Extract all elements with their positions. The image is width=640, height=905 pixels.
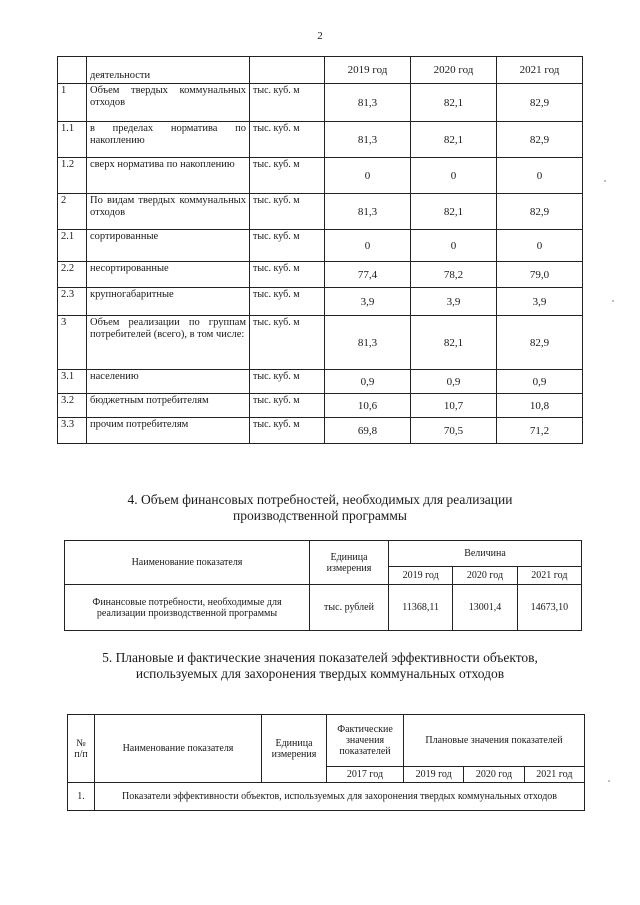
section-4-heading <box>0 492 640 524</box>
row-name-cell: сверх норматива по накоплению <box>87 158 250 194</box>
row-unit-cell: тыс. куб. м <box>250 288 325 316</box>
row-num-cell: 1.1 <box>58 122 87 158</box>
table-row <box>58 230 583 262</box>
value-2020-cell: 82,1 <box>411 84 497 122</box>
value-2019-cell: 0 <box>325 158 411 194</box>
fact-year-header: 2017 год <box>327 767 404 783</box>
table-row <box>58 158 583 194</box>
value-2019-cell: 0 <box>325 230 411 262</box>
table-header-row <box>58 57 583 84</box>
row-name-cell: По видам твердых коммунальных отходов <box>87 194 250 230</box>
row-name-cell: прочим потребителям <box>87 418 250 444</box>
col-value-header: Величина <box>389 541 582 567</box>
value-2020-cell: 82,1 <box>411 194 497 230</box>
value-2020-cell: 3,9 <box>411 288 497 316</box>
table-row <box>58 262 583 288</box>
financial-needs-name: Финансовые потребности, необходимые для реализации производственной программы <box>65 585 310 631</box>
row-1-text: Показатели эффективности объектов, используемых для захоронения твердых коммунальных отходов <box>95 783 585 811</box>
row-name-cell: Объем реализации по группам потребителей (всего), в том числе: <box>87 316 250 370</box>
row-num-cell: 1.2 <box>58 158 87 194</box>
col-plan-header: Плановые значения показателей <box>404 715 585 767</box>
row-num-cell: 2.2 <box>58 262 87 288</box>
header-year-2019: 2019 год <box>325 57 411 84</box>
row-unit-cell: тыс. куб. м <box>250 84 325 122</box>
value-2021-cell: 82,9 <box>497 194 583 230</box>
scan-speck <box>608 780 610 782</box>
value-2020-cell: 0 <box>411 158 497 194</box>
row-num-cell: 3 <box>58 316 87 370</box>
scan-speck <box>604 180 606 182</box>
row-name-cell: Объем твердых коммунальных отходов <box>87 84 250 122</box>
year-2020-header: 2020 год <box>453 567 517 585</box>
value-2021-cell: 0 <box>497 158 583 194</box>
section-5-title-line2: используемых для захоронения твердых коммунальных отходов <box>135 666 505 682</box>
value-2020-cell: 82,1 <box>411 316 497 370</box>
value-2019-cell: 81,3 <box>325 316 411 370</box>
row-unit-cell: тыс. куб. м <box>250 316 325 370</box>
value-2019-cell: 0,9 <box>325 370 411 394</box>
value-2019-cell: 77,4 <box>325 262 411 288</box>
value-2019-cell: 3,9 <box>325 288 411 316</box>
value-2019-cell: 81,3 <box>325 84 411 122</box>
waste-volume-table <box>57 56 583 444</box>
section-5-heading <box>0 650 640 682</box>
value-2019-cell: 81,3 <box>325 122 411 158</box>
value-2021-cell: 3,9 <box>497 288 583 316</box>
value-2021-cell: 10,8 <box>497 394 583 418</box>
row-num-cell: 2 <box>58 194 87 230</box>
value-2020-cell: 70,5 <box>411 418 497 444</box>
value-2020-cell: 0 <box>411 230 497 262</box>
row-name-cell: в пределах норматива по накоплению <box>87 122 250 158</box>
col-name-header: Наименование показателя <box>95 715 262 783</box>
row-name-cell: населению <box>87 370 250 394</box>
section-4-title-line2: производственной программы <box>233 508 407 524</box>
value-2020-cell: 0,9 <box>411 370 497 394</box>
page-number: 2 <box>317 30 323 42</box>
section-5-title-line1: 5. Плановые и фактические значения показателей эффективности объектов, <box>102 650 538 665</box>
col-unit-header: Единица измерения <box>262 715 327 783</box>
value-2019-cell: 69,8 <box>325 418 411 444</box>
col-unit-header: Единица измерения <box>310 541 389 585</box>
table-row <box>58 84 583 122</box>
table-row <box>58 370 583 394</box>
financial-needs-2020: 13001,4 <box>453 585 517 631</box>
row-unit-cell: тыс. куб. м <box>250 394 325 418</box>
row-name-cell: сортированные <box>87 230 250 262</box>
year-2019-header: 2019 год <box>389 567 453 585</box>
row-1-num: 1. <box>68 783 95 811</box>
row-unit-cell: тыс. куб. м <box>250 418 325 444</box>
value-2021-cell: 82,9 <box>497 122 583 158</box>
header-unit-cell <box>250 57 325 84</box>
plan-year-2019: 2019 год <box>404 767 464 783</box>
table-row <box>58 418 583 444</box>
row-num-cell: 3.3 <box>58 418 87 444</box>
year-2021-header: 2021 год <box>517 567 581 585</box>
header-activity-cell: деятельности <box>87 57 250 84</box>
value-2020-cell: 10,7 <box>411 394 497 418</box>
row-unit-cell: тыс. куб. м <box>250 122 325 158</box>
col-fact-header: Фактические значения показателей <box>327 715 404 767</box>
financial-needs-2021: 14673,10 <box>517 585 581 631</box>
row-num-cell: 1 <box>58 84 87 122</box>
value-2021-cell: 71,2 <box>497 418 583 444</box>
row-num-cell: 2.3 <box>58 288 87 316</box>
value-2019-cell: 81,3 <box>325 194 411 230</box>
row-unit-cell: тыс. куб. м <box>250 370 325 394</box>
value-2021-cell: 82,9 <box>497 316 583 370</box>
row-name-cell: несортированные <box>87 262 250 288</box>
header-num-cell <box>58 57 87 84</box>
table-row <box>58 316 583 370</box>
value-2021-cell: 0 <box>497 230 583 262</box>
row-unit-cell: тыс. куб. м <box>250 230 325 262</box>
header-year-2020: 2020 год <box>411 57 497 84</box>
header-year-2021: 2021 год <box>497 57 583 84</box>
row-num-cell: 3.2 <box>58 394 87 418</box>
row-num-cell: 2.1 <box>58 230 87 262</box>
table-row <box>58 394 583 418</box>
row-name-cell: бюджетным потребителям <box>87 394 250 418</box>
value-2020-cell: 82,1 <box>411 122 497 158</box>
row-unit-cell: тыс. куб. м <box>250 262 325 288</box>
section-4-title-line1: 4. Объем финансовых потребностей, необходимых для реализации <box>127 492 513 507</box>
row-num-cell: 3.1 <box>58 370 87 394</box>
value-2020-cell: 78,2 <box>411 262 497 288</box>
financial-needs-2019: 11368,11 <box>389 585 453 631</box>
row-unit-cell: тыс. куб. м <box>250 194 325 230</box>
plan-year-2021: 2021 год <box>524 767 584 783</box>
col-name-header: Наименование показателя <box>65 541 310 585</box>
financial-needs-unit: тыс. рублей <box>310 585 389 631</box>
value-2021-cell: 79,0 <box>497 262 583 288</box>
col-num-header: № п/п <box>68 715 95 783</box>
row-name-cell: крупногабаритные <box>87 288 250 316</box>
table-row <box>58 122 583 158</box>
row-unit-cell: тыс. куб. м <box>250 158 325 194</box>
table-row <box>58 288 583 316</box>
plan-year-2020: 2020 год <box>464 767 524 783</box>
scan-speck <box>612 300 614 302</box>
efficiency-indicators-table <box>67 714 585 811</box>
value-2019-cell: 10,6 <box>325 394 411 418</box>
financial-needs-table <box>64 540 582 631</box>
value-2021-cell: 0,9 <box>497 370 583 394</box>
value-2021-cell: 82,9 <box>497 84 583 122</box>
table-row <box>58 194 583 230</box>
